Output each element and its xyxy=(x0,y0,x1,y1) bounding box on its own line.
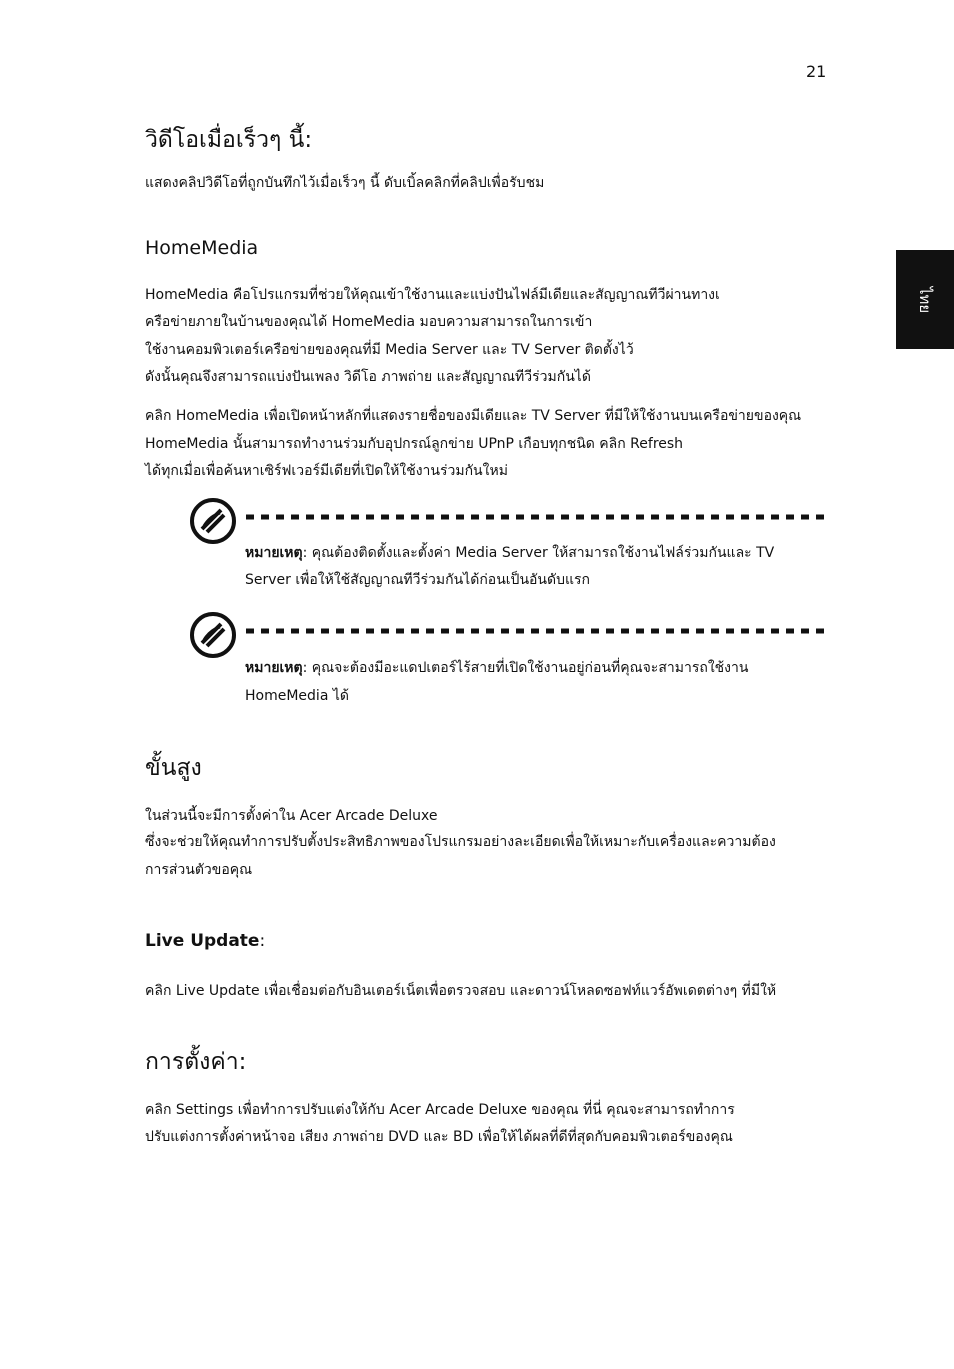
note1-text: : คุณต้องติดตั้งและตั้งค่า Media Server ให้สามารถใช้งานไฟล์ร่วมกันและ TV xyxy=(302,545,775,561)
note2-label: หมายเหตุ xyxy=(245,660,303,676)
note2-text: : คุณจะต้องมีอะแดปเตอร์ไร้สายที่เปิดใช้งานอยู่ก่อนที่คุณจะสามารถใช้งาน xyxy=(302,660,749,676)
advanced-heading: ขั้นสูง xyxy=(145,755,202,781)
recent-video-body: แสดงคลิปวิดีโอที่ถูกบันทึกไว้เมื่อเร็วๆ นี้ ดับเบิ้ลคลิกที่คลิปเพื่อรับชม xyxy=(145,175,545,191)
note1-label: หมายเหตุ xyxy=(245,545,303,561)
note1-line1 xyxy=(245,540,774,567)
homemedia-para2-line3: ได้ทุกเมื่อเพื่อค้นหาเซิร์ฟเวอร์มีเดียที่เปิดให้ใช้งานร่วมกันใหม่ xyxy=(145,463,508,479)
page-number: 21 xyxy=(806,62,827,81)
language-tab xyxy=(896,250,954,349)
live-update-colon: : xyxy=(259,931,266,951)
advanced-line1: ในส่วนนี้จะมีการตั้งค่าใน Acer Arcade Deluxe xyxy=(145,808,438,824)
note2-line2: HomeMedia ได้ xyxy=(245,688,349,704)
recent-video-heading: วิดีโอเมื่อเร็วๆ นี้: xyxy=(145,127,313,153)
live-update-body: คลิก Live Update เพื่อเชื่อมต่อกับอินเตอร์เน็ตเพื่อตรวจสอบ และดาวน์โหลดซอฟท์แวร์อัพเดตต่างๆ ที่มีให้ xyxy=(145,983,777,999)
live-update-heading xyxy=(145,931,265,951)
homemedia-heading: HomeMedia xyxy=(145,237,259,259)
settings-line1: คลิก Settings เพื่อทำการปรับแต่งให้กับ Acer Arcade Deluxe ของคุณ ที่นี่ คุณจะสามารถทำการ xyxy=(145,1102,735,1118)
language-tab-label: ไทย xyxy=(916,286,934,313)
homemedia-para2-line1: คลิก HomeMedia เพื่อเปิดหน้าหลักที่แสดงรายชื่อของมีเดียและ TV Server ที่มีให้ใช้งานบนเครือข่ายของคุณ xyxy=(145,408,802,424)
settings-line2: ปรับแต่งการตั้งค่าหน้าจอ เสียง ภาพถ่าย DVD และ BD เพื่อให้ได้ผลที่ดีที่สุดกับคอมพิวเตอร์ของคุณ xyxy=(145,1129,733,1145)
note-icon xyxy=(190,498,236,544)
note1-line2: Server เพื่อให้ใช้สัญญาณทีวีร่วมกันได้ก่อนเป็นอันดับแรก xyxy=(245,572,590,588)
homemedia-para1-line2: ครือข่ายภายในบ้านของคุณได้ HomeMedia มอบความสามารถในการเข้า xyxy=(145,314,593,330)
note-icon xyxy=(190,612,236,658)
settings-heading: การตั้งค่า: xyxy=(145,1049,247,1075)
note2-line1 xyxy=(245,655,748,682)
live-update-heading-text: Live Update xyxy=(145,931,260,951)
advanced-line2: ซึ่งจะช่วยให้คุณทำการปรับตั้งประสิทธิภาพของโปรแกรมอย่างละเอียดเพื่อให้เหมาะกับเครื่องและความต้อง xyxy=(145,834,776,850)
advanced-line3: การส่วนตัวขอคุณ xyxy=(145,862,253,878)
homemedia-para2-line2: HomeMedia นั้นสามารถทำงานร่วมกับอุปกรณ์ลูกข่าย UPnP เกือบทุกชนิด คลิก Refresh xyxy=(145,436,684,452)
note-divider xyxy=(246,628,830,634)
homemedia-para1-line4: ดังนั้นคุณจึงสามารถแบ่งปันเพลง วิดีโอ ภาพถ่าย และสัญญาณทีวีร่วมกันได้ xyxy=(145,369,591,385)
note-divider xyxy=(246,514,830,520)
homemedia-para1-line3: ใช้งานคอมพิวเตอร์เครือข่ายของคุณที่มี Media Server และ TV Server ติดตั้งไว้ xyxy=(145,342,634,358)
homemedia-para1-line1: HomeMedia คือโปรแกรมที่ช่วยให้คุณเข้าใช้งานและแบ่งปันไฟล์มีเดียและสัญญาณทีวีผ่านทางเ xyxy=(145,287,720,303)
